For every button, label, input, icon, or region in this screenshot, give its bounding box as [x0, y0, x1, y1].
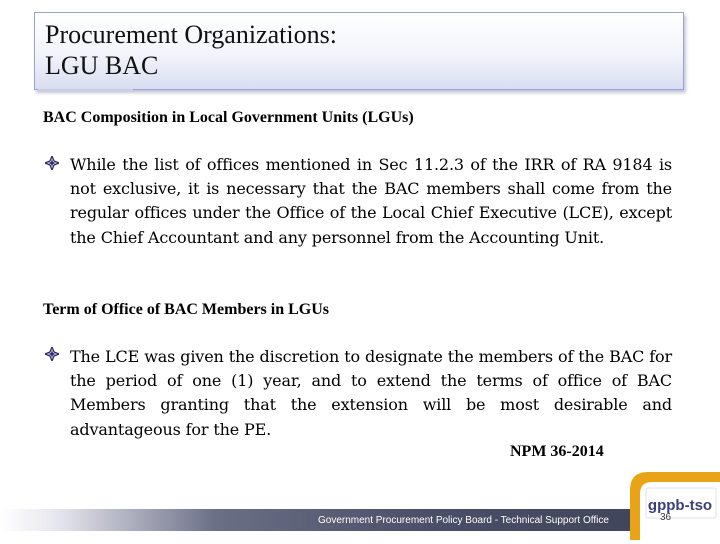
slide-title-line-2: LGU BAC	[45, 51, 159, 80]
diamond-bullet-icon	[45, 347, 63, 365]
term-of-office-paragraph: The LCE was given the discretion to designate the members of the BAC for the period of one (1) year, and to extend the terms of office of BAC Members granting that the extension will be most desirable and advantageous for the PE.	[70, 347, 672, 439]
slide-number: 36	[660, 512, 672, 523]
title-box	[34, 12, 684, 90]
diamond-bullet-icon	[45, 156, 63, 174]
footer-text: Government Procurement Policy Board - Technical Support Office	[318, 515, 609, 526]
gppb-tso-logo	[622, 450, 720, 540]
slide-title-line-1: Procurement Organizations:	[45, 20, 337, 49]
title-underline	[38, 89, 133, 91]
bac-composition-paragraph: While the list of offices mentioned in Sec 11.2.3 of the IRR of RA 9184 is not exclusive, it is necessary that the BAC members shall come from the regular offices under the Office of the Local Chief Executive (LCE), except the Chief Accountant and any personnel from the Accounting Unit.	[70, 155, 672, 247]
section-heading-bac-composition: BAC Composition in Local Government Units (LGUs)	[43, 109, 414, 126]
reference-citation: NPM 36-2014	[510, 443, 604, 460]
logo-text: gppb-tso	[647, 497, 713, 514]
section-heading-term-of-office: Term of Office of BAC Members in LGUs	[43, 301, 330, 318]
